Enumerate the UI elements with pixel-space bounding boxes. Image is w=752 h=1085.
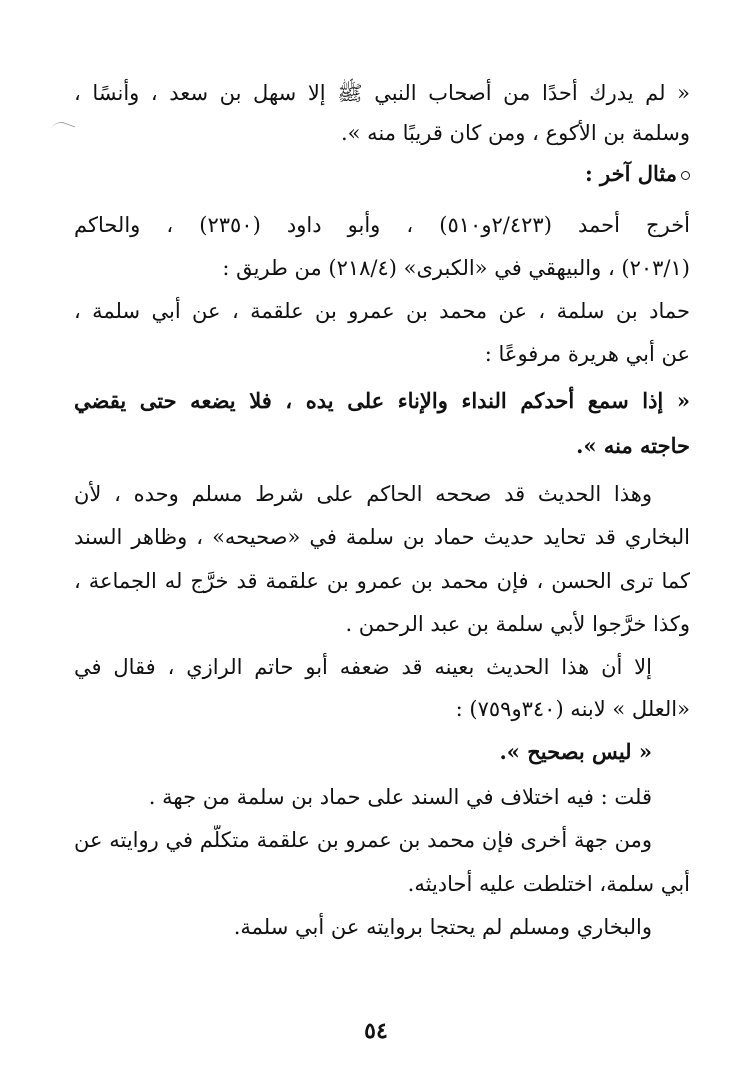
text-line-14: إلا أن هذا الحديث بعينه قد ضعفه أبو حاتم الرازي ، فقال في xyxy=(74,655,652,679)
text-line-18: ومن جهة أخرى فإن محمد بن عمرو بن علقمة متكلَّم في روايته عن xyxy=(74,828,652,852)
text-line-20: والبخاري ومسلم لم يحتجا بروايته عن أبي سلمة. xyxy=(233,915,652,939)
text-line-15: «العلل » لابنه (٣٤٠و٧٥٩) : xyxy=(455,697,690,721)
text-line-11: البخاري قد تحايد حديث حماد بن سلمة في «صحيحه» ، وظاهر السند xyxy=(74,525,690,549)
text-line-10: وهذا الحديث قد صححه الحاكم على شرط مسلم وحده ، لأن xyxy=(74,482,652,506)
text-line-5: (٢٠٣/١) ، والبيهقي في «الكبرى» (٢١٨/٤) من طريق : xyxy=(222,256,690,280)
text-line-12: كما ترى الحسن ، فإن محمد بن عمرو بن علقمة قد خرَّج له الجماعة ، xyxy=(74,569,690,593)
text-line-2: وسلمة بن الأكوع ، ومن كان قريبًا منه ». xyxy=(340,121,690,145)
text-line-4: أخرج أحمد (٢/٤٢٣و٥١٠) ، وأبو داود (٢٣٥٠) ، والحاكم xyxy=(74,213,690,237)
section-heading xyxy=(585,159,690,191)
heading-bullet xyxy=(681,171,690,180)
text-line-7: عن أبي هريرة مرفوعًا : xyxy=(484,342,690,366)
hadith-line-2: حاجته منه ». xyxy=(576,433,690,458)
text-line-13: وكذا خرَّجوا لأبي سلمة بن عبد الرحمن . xyxy=(345,612,690,636)
section-heading-text: مثال آخر : xyxy=(584,161,677,186)
text-line-17: قلت : فيه اختلاف في السند على حماد بن سلمة من جهة . xyxy=(148,785,652,809)
text-line-19: أبي سلمة، اختلطت عليه أحاديثه. xyxy=(407,872,690,896)
page-number: ٥٤ xyxy=(364,1018,388,1044)
margin-mark xyxy=(47,119,76,148)
hadith-line-1: « إذا سمع أحدكم النداء والإناء على يده ، فلا يضعه حتى يقضي xyxy=(74,388,690,413)
quote-line: « ليس بصحيح ». xyxy=(499,739,652,764)
text-line-6: حماد بن سلمة ، عن محمد بن عمرو بن علقمة ، عن أبي سلمة ، xyxy=(74,299,690,323)
text-line-1: « لم يدرك أحدًا من أصحاب النبي ﷺ إلا سهل بن سعد ، وأنسًا ، xyxy=(74,81,690,105)
